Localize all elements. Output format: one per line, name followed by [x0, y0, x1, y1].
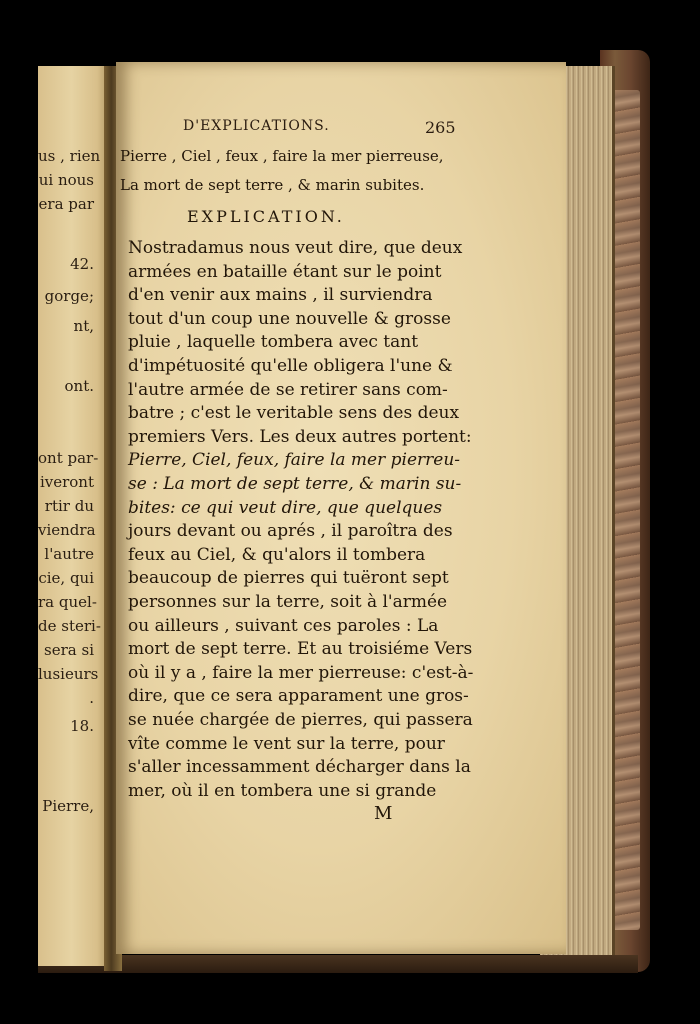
- left-page-line: de steri-: [38, 617, 101, 635]
- left-page: [38, 66, 112, 966]
- body-line: beaucoup de pierres qui tuëront sept: [128, 568, 449, 589]
- body-line: s'aller incessamment décharger dans la: [128, 757, 471, 778]
- verse-line-2: La mort de sept terre , & marin subites.: [120, 176, 425, 194]
- page-number: 265: [425, 118, 456, 137]
- body-line: armées en bataille étant sur le point: [128, 261, 442, 282]
- body-line: jours devant ou aprés , il paroîtra des: [128, 521, 453, 542]
- body-line: Pierre, Ciel, feux, faire la mer pierreu-: [128, 450, 461, 471]
- left-page-line: gorge;: [44, 287, 94, 305]
- body-line: Nostradamus nous veut dire, que deux: [128, 238, 463, 258]
- catchword: M: [374, 803, 393, 824]
- left-page-line: ra quel-: [38, 593, 97, 611]
- body-line: tout d'un coup une nouvelle & grosse: [128, 308, 451, 329]
- body-line: mort de sept terre. Et au troisiéme Vers: [128, 639, 473, 660]
- body-line: ou ailleurs , suivant ces paroles : La: [128, 615, 439, 636]
- left-page-line: ont par-: [38, 449, 99, 467]
- left-page-line: 18.: [70, 717, 94, 735]
- left-page-line: 42.: [70, 255, 94, 273]
- left-page-line: era par: [38, 195, 94, 213]
- body-line: d'impétuosité qu'elle obligera l'une &: [128, 356, 453, 376]
- left-page-line: l'autre: [44, 545, 94, 563]
- left-page-line: sera si: [44, 641, 94, 659]
- left-page-line: ui nous: [38, 171, 94, 189]
- body-line: premiers Vers. Les deux autres portent:: [128, 426, 472, 447]
- body-line: l'autre armée de se retirer sans com-: [128, 379, 448, 400]
- left-page-line: Pierre,: [42, 797, 94, 815]
- left-page-line: iveront: [39, 473, 94, 491]
- body-line: pluie , laquelle tombera avec tant: [128, 332, 419, 353]
- body-line: bites: ce qui veut dire, que quelques: [128, 497, 443, 518]
- body-line: mer, où il en tombera une si grande: [128, 780, 437, 801]
- bottom-cover-edge: [38, 955, 638, 973]
- left-page-line: rtir du: [44, 497, 94, 515]
- left-page-line: lusieurs: [38, 665, 99, 683]
- body-line: dire, que ce sera apparament une gros-: [128, 686, 469, 707]
- body-line: se nuée chargée de pierres, qui passera: [128, 710, 473, 730]
- left-page-line: viendra: [38, 521, 96, 539]
- left-page-line: .: [89, 689, 94, 707]
- left-page-line: ont.: [64, 377, 94, 395]
- running-head: D'EXPLICATIONS.: [183, 118, 330, 134]
- body-line: feux au Ciel, & qu'alors il tombera: [128, 544, 426, 565]
- marbled-edge: [612, 90, 640, 930]
- left-page-line: us , rien: [38, 147, 101, 165]
- body-line: d'en venir aux mains , il surviendra: [128, 285, 433, 306]
- body-line: se : La mort de sept terre, & marin su-: [128, 474, 462, 494]
- left-page-line: cie, qui: [38, 569, 94, 587]
- verse-line-1: Pierre , Ciel , feux , faire la mer pierreuse,: [120, 147, 444, 165]
- body-line: batre ; c'est le veritable sens des deux: [128, 403, 460, 424]
- body-line: personnes sur la terre, soit à l'armée: [128, 592, 448, 612]
- left-page-line: nt,: [73, 317, 94, 335]
- section-heading: EXPLICATION.: [187, 207, 345, 226]
- body-line: où il y a , faire la mer pierreuse: c'est-à-: [128, 662, 474, 683]
- body-line: vîte comme le vent sur la terre, pour: [128, 733, 445, 754]
